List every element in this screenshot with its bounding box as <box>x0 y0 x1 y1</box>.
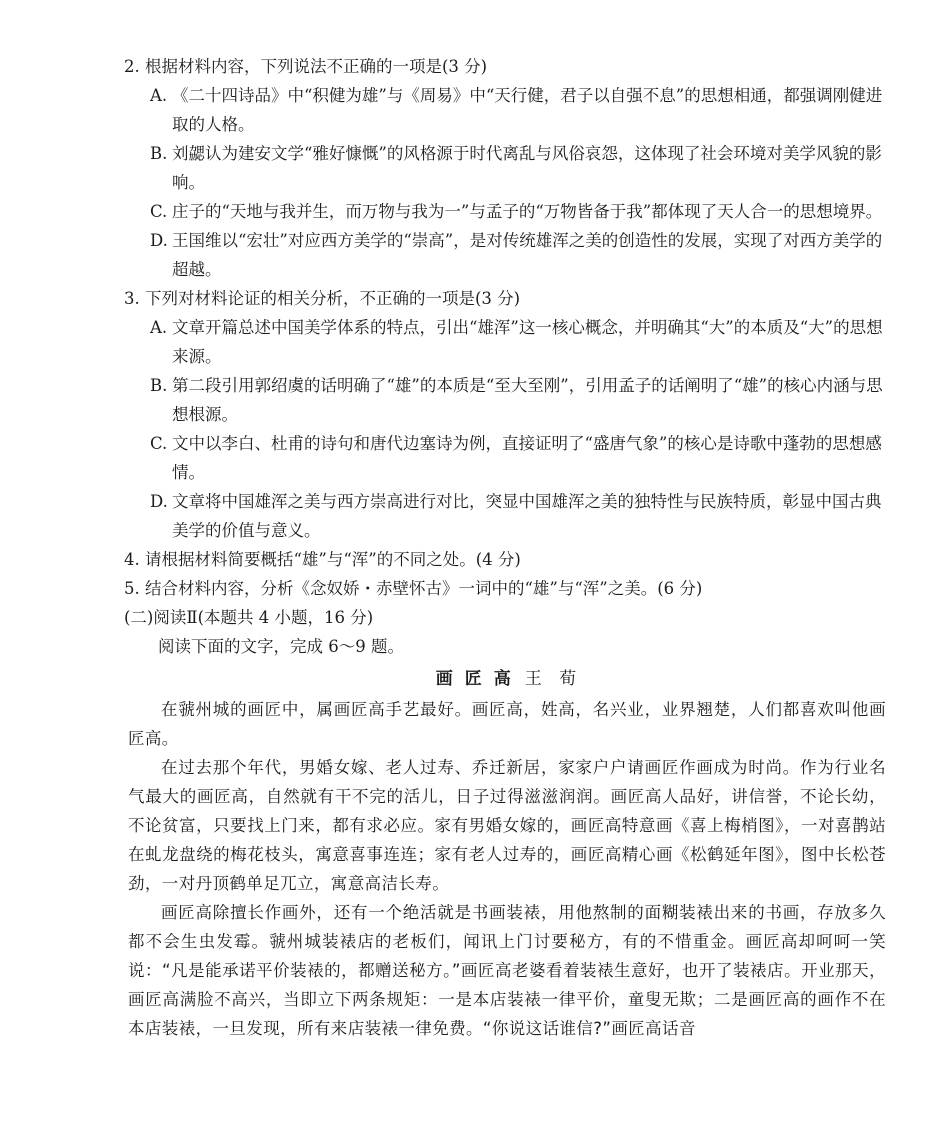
option-label: A. <box>150 318 168 337</box>
story-title-line <box>128 663 890 695</box>
option-text: 庄子的“天地与我并生，而万物与我为一”与孟子的“万物皆备于我”都体现了天人合一的思想境界。 <box>172 202 883 221</box>
option-label: C. <box>150 202 168 221</box>
option-label: C. <box>150 434 168 453</box>
question-2-option-b <box>132 139 886 197</box>
option-text: 刘勰认为建安文学“雅好慷慨”的风格源于时代离乱与风俗哀怨，这体现了社会环境对美学风貌的影响。 <box>172 144 882 192</box>
question-2-option-a <box>132 81 886 139</box>
reading-instruction: 阅读下面的文字，完成 6～9 题。 <box>158 637 404 656</box>
option-text: 第二段引用郭绍虞的话明确了“雄”的本质是“至大至刚”，引用孟子的话阐明了“雄”的核心内涵与思想根源。 <box>172 376 883 424</box>
question-3-option-a <box>132 313 886 371</box>
story-title: 画匠高 <box>435 669 523 689</box>
question-4: 4. 请根据材料简要概括“雄”与“浑”的不同之处。(4 分) <box>124 550 521 569</box>
story-paragraph-1: 在虢州城的画匠中，属画匠高手艺最好。画匠高，姓高，名兴业，业界翘楚，人们都喜欢叫他画匠高。 <box>128 700 886 748</box>
option-label: D. <box>150 231 168 250</box>
option-label: B. <box>150 376 168 395</box>
option-label: D. <box>150 492 168 511</box>
question-3-option-d <box>132 487 886 545</box>
story-author: 王 荀 <box>524 669 583 689</box>
question-2-option-c <box>132 197 886 226</box>
story-paragraph-3: 画匠高除擅长作画外，还有一个绝活就是书画装裱，用他熬制的面糊装裱出来的书画，存放多久都不会生虫发霉。虢州城装裱店的老板们，闻讯上门讨要秘方，有的不惜重金。画匠高却呵呵一笑说：“凡是能承诺平价装裱的，都赠送秘方。”画匠高老婆看着装裱生意好，也开了装裱店。开业那天，画匠高满脸不高兴，当即立下两条规矩：一是本店装裱一律平价，童叟无欺；二是画匠高的画作不在本店装裱，一旦发现，所有来店装裱一律免费。“你说这话谁信?”画匠高话音 <box>128 903 886 1038</box>
question-3-option-c <box>132 429 886 487</box>
option-text: 《二十四诗品》中“积健为雄”与《周易》中“天行健，君子以自强不息”的思想相通，都强调刚健进取的人格。 <box>172 86 883 134</box>
option-text: 王国维以“宏壮”对应西方美学的“崇高”，是对传统雄浑之美的创造性的发展，实现了对西方美学的超越。 <box>172 231 883 279</box>
option-label: A. <box>150 86 168 105</box>
section-heading: (二)阅读Ⅱ(本题共 4 小题，16 分) <box>124 608 374 627</box>
story-paragraph-2: 在过去那个年代，男婚女嫁、老人过寿、乔迁新居，家家户户请画匠作画成为时尚。作为行业名气最大的画匠高，自然就有干不完的活儿，日子过得滋滋润润。画匠高人品好，讲信誉，不论长幼，不论贫富，只要找上门来，都有求必应。家有男婚女嫁的，画匠高特意画《喜上梅梢图》，一对喜鹊站在虬龙盘绕的梅花枝头，寓意喜事连连；家有老人过寿的，画匠高精心画《松鹤延年图》，图中长松苍劲，一对丹顶鹤单足兀立，寓意高洁长寿。 <box>128 758 886 893</box>
option-label: B. <box>150 144 168 163</box>
option-text: 文中以李白、杜甫的诗句和唐代边塞诗为例，直接证明了“盛唐气象”的核心是诗歌中蓬勃的思想感情。 <box>172 434 882 482</box>
question-2-stem: 2. 根据材料内容，下列说法不正确的一项是(3 分) <box>124 57 488 76</box>
question-3-stem: 3. 下列对材料论证的相关分析，不正确的一项是(3 分) <box>124 289 521 308</box>
option-text: 文章开篇总述中国美学体系的特点，引出“雄浑”这一核心概念，并明确其“大”的本质及“大”的思想来源。 <box>172 318 883 366</box>
option-text: 文章将中国雄浑之美与西方崇高进行对比，突显中国雄浑之美的独特性与民族特质，彰显中国古典美学的价值与意义。 <box>172 492 882 540</box>
question-5: 5. 结合材料内容，分析《念奴娇・赤壁怀古》一词中的“雄”与“浑”之美。(6 分) <box>124 579 703 598</box>
question-2-option-d <box>132 226 886 284</box>
question-3-option-b <box>132 371 886 429</box>
